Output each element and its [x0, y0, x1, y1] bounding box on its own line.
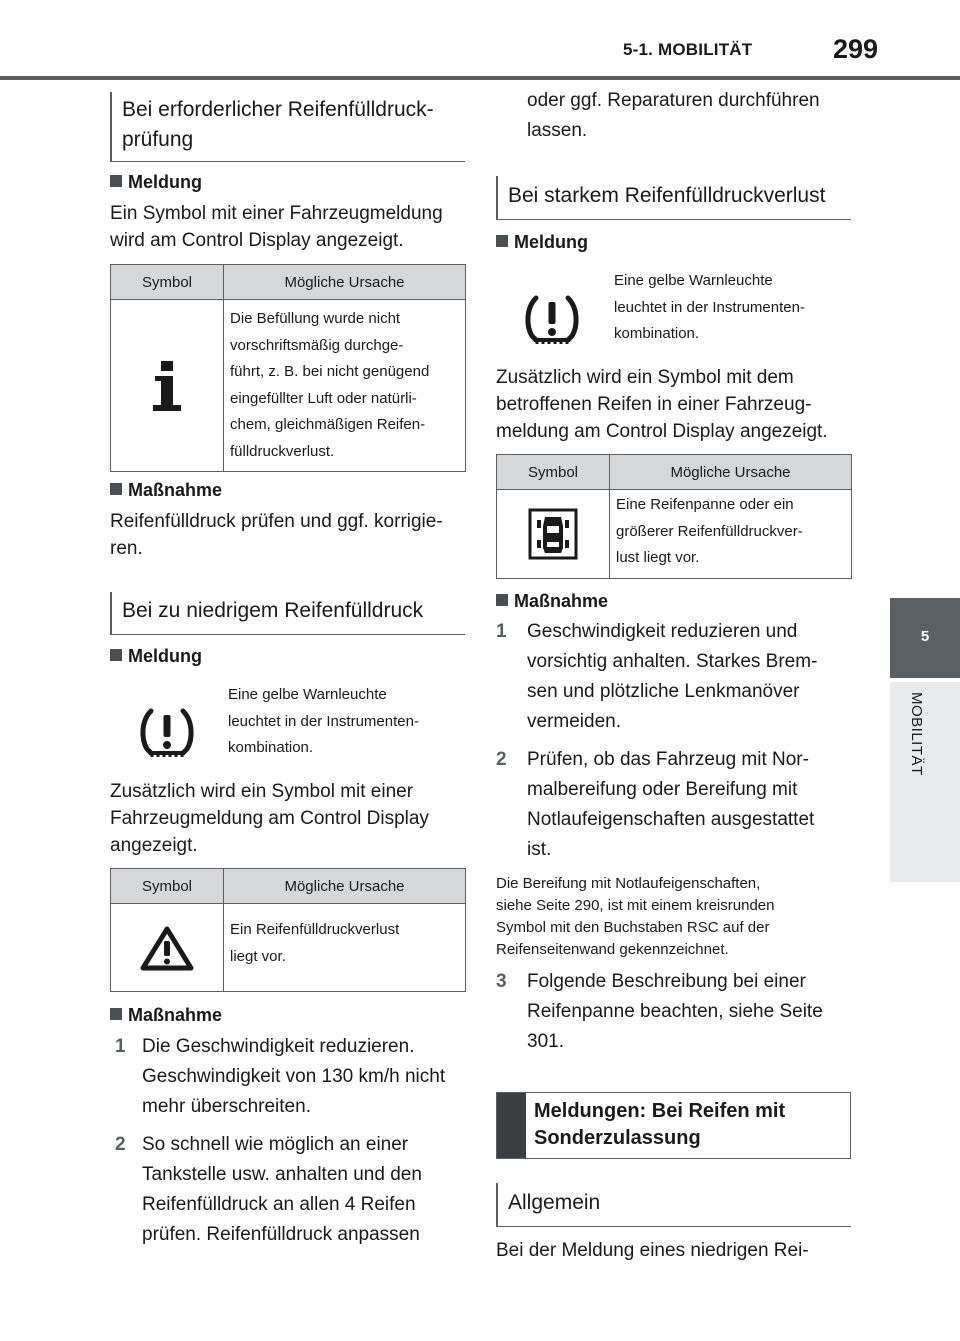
table-symbol-cell	[497, 490, 610, 579]
symbol-table-1	[110, 264, 466, 472]
side-tab-gap	[890, 680, 960, 681]
tire-pressure-warning-icon	[138, 705, 196, 759]
table-symbol-cell	[111, 904, 224, 992]
table-header-cause: Mögliche Ursache	[610, 455, 852, 490]
list-item-step-3: 3 Folgende Beschreibung bei einer Reifenpanne beachten, siehe Seite 301.	[496, 971, 823, 1052]
paragraph-meldung: Ein Symbol mit einer Fahrzeugmeldung wird am Control Display angezeigt.	[110, 203, 443, 251]
table-cause-cell: Ein Reifenfülldruckverlust liegt vor.	[224, 904, 466, 992]
header-rule	[0, 76, 960, 80]
info-icon	[144, 359, 190, 413]
list-item-step-1: 1 Geschwindigkeit reduzieren und vorsichtig anhalten. Starkes Brem- sen und plötzliche Lenkmanöver vermeiden.	[496, 621, 818, 732]
table-header-symbol: Symbol	[497, 455, 610, 490]
paragraph-meldung-3: Zusätzlich wird ein Symbol mit dem betroffenen Reifen in einer Fahrzeug- meldung am Control Display angezeigt.	[496, 367, 828, 442]
subheading-meldung: Meldung	[496, 232, 588, 253]
symbol-table-2	[110, 868, 466, 992]
warning-light-text: Eine gelbe Warnleuchte leuchtet in der Instrumenten- kombination.	[614, 272, 805, 342]
paragraph-meldung-2: Zusätzlich wird ein Symbol mit einer Fahrzeugmeldung am Control Display angezeigt.	[110, 781, 429, 856]
section-title-starker-reifenfuelldruckverlust: Bei starkem Reifenfülldruckverlust	[496, 176, 851, 220]
chapter-box-title: Meldungen: Bei Reifen mit Sonderzulassung	[534, 1100, 786, 1149]
table-header-cause: Mögliche Ursache	[224, 869, 466, 904]
side-tab-number: 5	[920, 628, 930, 645]
section-header: 5-1. MOBILITÄT	[623, 40, 753, 59]
subheading-meldung: Meldung	[110, 646, 202, 667]
chapter-box-sonderzulassung	[496, 1092, 851, 1159]
section-title-niedriger-reifenfuelldruck: Bei zu niedrigem Reifenfülldruck	[110, 592, 465, 635]
note-paragraph: Die Bereifung mit Notlaufeigenschaften, siehe Seite 290, ist mit einem kreisrunden Symbol mit den Buchstaben RSC auf der Reifenseitenwand gekennzeichnet.	[496, 875, 775, 958]
list-item-step-1: 1 Die Geschwindigkeit reduzieren. Geschwindigkeit von 130 km/h nicht mehr überschreiten.	[115, 1036, 446, 1117]
subheading-meldung: Meldung	[110, 172, 202, 193]
list-item-continuation: oder ggf. Reparaturen durchführen lassen.	[527, 90, 820, 141]
paragraph-massnahme: Reifenfülldruck prüfen und ggf. korrigie- ren.	[110, 511, 443, 559]
page-number: 299	[833, 34, 879, 64]
table-symbol-cell	[111, 300, 224, 472]
subheading-massnahme: Maßnahme	[496, 591, 608, 612]
list-item-step-2: 2 Prüfen, ob das Fahrzeug mit Nor- malbereifung oder Bereifung mit Notlaufeigenschaften ausgestattet ist.	[496, 749, 815, 860]
table-cause-cell: Eine Reifenpanne oder ein größerer Reifenfülldruckver- lust liegt vor.	[610, 490, 852, 579]
subheading-massnahme: Maßnahme	[110, 1005, 222, 1026]
table-header-symbol: Symbol	[111, 265, 224, 300]
tire-pressure-warning-icon	[523, 292, 581, 346]
section-title-allgemein: Allgemein	[496, 1183, 851, 1227]
side-tab-label: MOBILITÄT	[908, 692, 925, 776]
table-header-cause: Mögliche Ursache	[224, 265, 466, 300]
table-cause-cell: Die Befüllung wurde nicht vorschriftsmäßig durchge- führt, z. B. bei nicht genügend eingefüllter Luft oder natürli- chem, gleichmäßigen Reifen- fülldruckverlust.	[224, 300, 466, 472]
table-header-symbol: Symbol	[111, 869, 224, 904]
chapter-box-bar	[497, 1093, 526, 1158]
symbol-table-3	[496, 454, 852, 579]
car-tire-status-icon	[528, 508, 578, 560]
section-title-reifenfuelldruckpruefung: Bei erforderlicher Reifenfülldruck- prüfung	[110, 92, 465, 162]
warning-light-text: Eine gelbe Warnleuchte leuchtet in der Instrumenten- kombination.	[228, 686, 419, 756]
warning-triangle-icon	[140, 925, 194, 971]
list-item-step-2: 2 So schnell wie möglich an einer Tankstelle usw. anhalten und den Reifenfülldruck an allen 4 Reifen prüfen. Reifenfülldruck anpassen	[115, 1134, 422, 1245]
subheading-massnahme: Maßnahme	[110, 480, 222, 501]
paragraph-allgemein: Bei der Meldung eines niedrigen Rei-	[496, 1240, 809, 1261]
